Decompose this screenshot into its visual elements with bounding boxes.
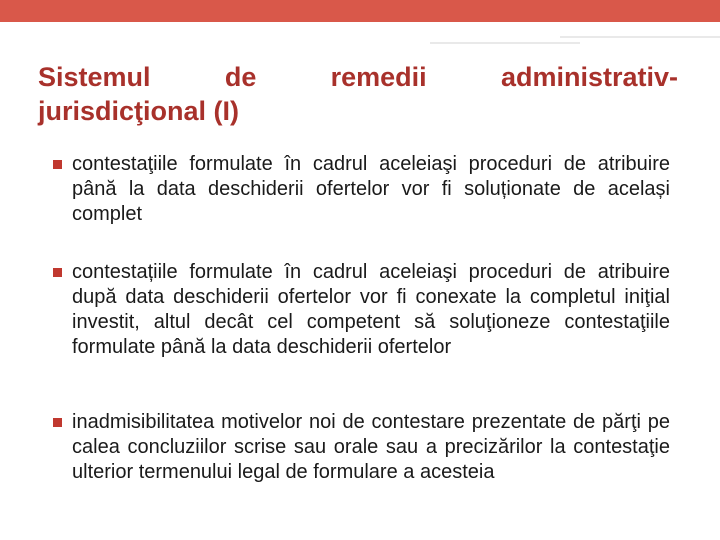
title-line-2: jurisdicţional (I)	[38, 96, 240, 126]
decorative-line	[560, 36, 720, 38]
bullet-item	[50, 260, 670, 360]
decorative-line	[430, 42, 580, 44]
square-bullet-icon	[53, 160, 62, 169]
bullet-text: inadmisibilitatea motivelor noi de contestare prezentate de părţi pe calea concluziilor scrise sau orale sau a precizărilor la contestaţie ulterior termenului legal de formulare a acesteia	[72, 411, 670, 483]
bullet-text: contestaţiile formulate în cadrul aceleiaşi proceduri de atribuire până la data deschiderii ofertelor vor fi soluționate de același complet	[72, 153, 670, 225]
slide-title	[38, 60, 678, 128]
title-line-1: Sistemul de remedii administrativ-	[38, 62, 678, 92]
square-bullet-icon	[53, 418, 62, 427]
bullet-item	[50, 152, 670, 227]
bullet-text: contestațiile formulate în cadrul aceleiaşi proceduri de atribuire după data deschiderii ofertelor vor fi conexate la completul iniţial investit, altul decât cel competent să soluţioneze contestaţiile formulate până la data deschiderii ofertelor	[72, 261, 670, 358]
bullet-item	[50, 410, 670, 485]
square-bullet-icon	[53, 268, 62, 277]
decorative-lines	[0, 22, 720, 52]
top-accent-bar	[0, 0, 720, 22]
